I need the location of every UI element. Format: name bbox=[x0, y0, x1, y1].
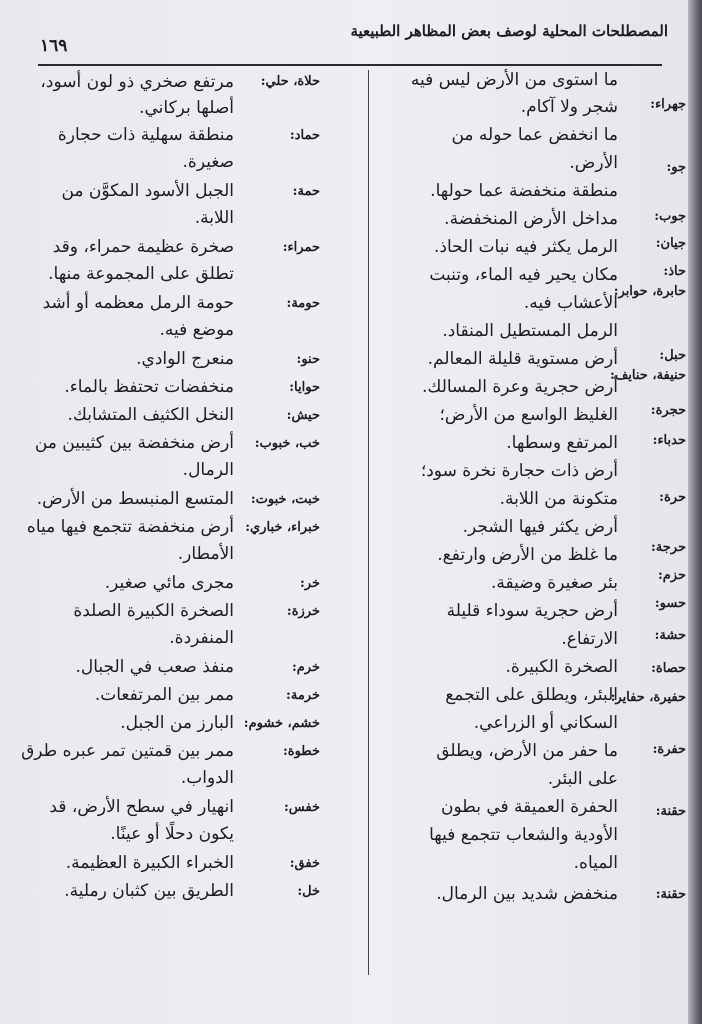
term: خر: bbox=[299, 576, 320, 591]
definition-line: الجبل الأسود المكوَّن من bbox=[61, 181, 234, 201]
term: حنيفة، حنايف: bbox=[610, 368, 686, 383]
definition-line: البئر، ويطلق على التجمع bbox=[445, 685, 618, 705]
definition-line: الأودية والشعاب تتجمع فيها bbox=[429, 825, 618, 845]
definition-line: المنفردة. bbox=[169, 628, 234, 648]
definition-line: الرمل المستطيل المنقاد. bbox=[442, 321, 618, 341]
term: حماد: bbox=[289, 128, 320, 143]
definition-line: أرض منخفضة بين كثيبين من bbox=[34, 433, 234, 453]
term: خطوة: bbox=[282, 744, 320, 759]
definition-line: الدواب. bbox=[180, 768, 234, 788]
term: حزم: bbox=[657, 568, 686, 583]
page-header-title: المصطلحات المحلية لوصف بعض المظاهر الطبيعية bbox=[350, 22, 668, 40]
definition-line: يكون دحلًا أو عينًا. bbox=[110, 824, 234, 844]
definition-line: متكونة من اللابة. bbox=[499, 489, 618, 509]
term: حيش: bbox=[286, 408, 320, 423]
definition-line: الأرض. bbox=[569, 153, 618, 173]
definition-line: الخبراء الكبيرة العظيمة. bbox=[65, 853, 234, 873]
definition-line: منطقة منخفضة عما حولها. bbox=[430, 181, 618, 201]
definition-line: الأعشاب فيه. bbox=[523, 293, 618, 313]
term: خرمة: bbox=[286, 688, 320, 703]
definition-line: أرض ذات حجارة نخرة سود؛ bbox=[420, 461, 618, 481]
definition-line: انهيار في سطح الأرض، قد bbox=[49, 797, 234, 817]
definition-line: منخفض شديد بين الرمال. bbox=[436, 884, 618, 904]
term: حوايا: bbox=[289, 380, 320, 395]
term: حرة: bbox=[659, 490, 686, 505]
definition-line: الرمال. bbox=[182, 460, 234, 480]
term: حاذ: bbox=[663, 264, 686, 279]
term: حصاة: bbox=[651, 661, 686, 676]
definition-line: ممر بين المرتفعات. bbox=[94, 685, 234, 705]
term: خشم، خشوم: bbox=[243, 716, 320, 731]
page-number: ١٦٩ bbox=[40, 36, 68, 56]
term: حسو: bbox=[654, 596, 686, 611]
term: خفق: bbox=[289, 856, 320, 871]
definition-line: منعرج الوادي. bbox=[136, 349, 234, 369]
term: خبراء، خباري: bbox=[245, 520, 320, 535]
definition-line: بئر صغيرة وضيقة. bbox=[491, 573, 618, 593]
definition-line: شجر ولا آكام. bbox=[520, 97, 618, 117]
header-rule bbox=[38, 64, 662, 66]
term: حفيرة، حفاير: bbox=[610, 690, 686, 705]
definition-line: الغليظ الواسع من الأرض؛ bbox=[439, 405, 618, 425]
definition-line: أرض منخفضة تتجمع فيها مياه bbox=[26, 517, 234, 537]
definition-line: ما غلظ من الأرض وارتفع. bbox=[437, 545, 618, 565]
term: خب، خبوب: bbox=[254, 436, 320, 451]
definition-line: الرمل يكثر فيه نبات الحاذ. bbox=[434, 237, 618, 257]
definition-line: منفذ صعب في الجبال. bbox=[75, 657, 234, 677]
definition-line: البارز من الجبل. bbox=[120, 713, 234, 733]
definition-line: ما انخفض عما حوله من bbox=[451, 125, 618, 145]
definition-line: حومة الرمل معظمه أو أشد bbox=[42, 293, 234, 313]
term: حشة: bbox=[654, 628, 686, 643]
definition-line: اللابة. bbox=[194, 208, 234, 228]
definition-line: الحفرة العميقة في بطون bbox=[441, 797, 618, 817]
definition-line: الطريق بين كثبان رملية. bbox=[64, 881, 234, 901]
term: جيان: bbox=[655, 236, 686, 251]
definition-line: مداخل الأرض المنخفضة. bbox=[444, 209, 618, 229]
term: حقنة: bbox=[655, 887, 686, 902]
definition-line: أرض يكثر فيها الشجر. bbox=[462, 517, 618, 537]
definition-line: أرض حجرية سوداء قليلة bbox=[446, 601, 618, 621]
term: حلاة، حلي: bbox=[260, 74, 320, 89]
definition-line: مجرى مائي صغير. bbox=[104, 573, 234, 593]
definition-line: الصخرة الكبيرة. bbox=[505, 657, 618, 677]
term: جهراء: bbox=[650, 97, 686, 112]
term: خرزة: bbox=[286, 604, 320, 619]
definition-line: مرتفع صخري ذو لون أسود، bbox=[40, 72, 234, 92]
term: حومة: bbox=[286, 296, 320, 311]
definition-line: ممر بين قمتين تمر عبره طرق bbox=[21, 741, 234, 761]
definition-line: صغيرة. bbox=[182, 152, 234, 172]
definition-line: الارتفاع. bbox=[561, 629, 618, 649]
term: حنو: bbox=[296, 352, 320, 367]
term: حرجة: bbox=[650, 540, 686, 555]
term: خل: bbox=[297, 884, 320, 899]
definition-line: المرتفع وسطها. bbox=[506, 433, 618, 453]
term: حمة: bbox=[292, 184, 320, 199]
term: حقنة: bbox=[655, 804, 686, 819]
definition-line: الأمطار. bbox=[177, 544, 234, 564]
definition-line: المتسع المنبسط من الأرض. bbox=[36, 489, 234, 509]
term: حبل: bbox=[659, 348, 686, 363]
term: حمراء: bbox=[282, 240, 320, 255]
term: جو: bbox=[666, 160, 686, 175]
definition-line: ما حفر من الأرض، ويطلق bbox=[436, 741, 618, 761]
definition-line: السكاني أو الزراعي. bbox=[473, 713, 618, 733]
definition-line: تطلق على المجموعة منها. bbox=[48, 264, 234, 284]
definition-line: الصخرة الكبيرة الصلدة bbox=[73, 601, 234, 621]
definition-line: المياه. bbox=[573, 853, 618, 873]
term: حدباء: bbox=[652, 433, 686, 448]
definition-line: منطقة سهلية ذات حجارة bbox=[57, 125, 234, 145]
term: جوب: bbox=[654, 209, 686, 224]
definition-line: مكان يحير فيه الماء، وتنبت bbox=[429, 265, 618, 285]
term: حفرة: bbox=[652, 742, 686, 757]
definition-line: أصلها بركاني. bbox=[139, 98, 234, 118]
term: حابرة، حوابر: bbox=[613, 284, 686, 299]
definition-line: النخل الكثيف المتشابك. bbox=[67, 405, 234, 425]
definition-line: أرض حجرية وعرة المسالك. bbox=[421, 377, 618, 397]
definition-line: منخفضات تحتفظ بالماء. bbox=[64, 377, 234, 397]
term: خفس: bbox=[284, 800, 320, 815]
term: حجرة: bbox=[650, 403, 686, 418]
definition-line: موضع فيه. bbox=[159, 320, 234, 340]
definition-line: على البئر. bbox=[547, 769, 618, 789]
page-edge bbox=[688, 0, 702, 1024]
term: خرم: bbox=[291, 660, 320, 675]
column-divider bbox=[368, 70, 369, 975]
definition-line: أرض مستوية قليلة المعالم. bbox=[427, 349, 618, 369]
definition-line: ما استوى من الأرض ليس فيه bbox=[410, 70, 618, 90]
definition-line: صخرة عظيمة حمراء، وقد bbox=[52, 237, 234, 257]
term: خبت، خبوت: bbox=[250, 492, 320, 507]
